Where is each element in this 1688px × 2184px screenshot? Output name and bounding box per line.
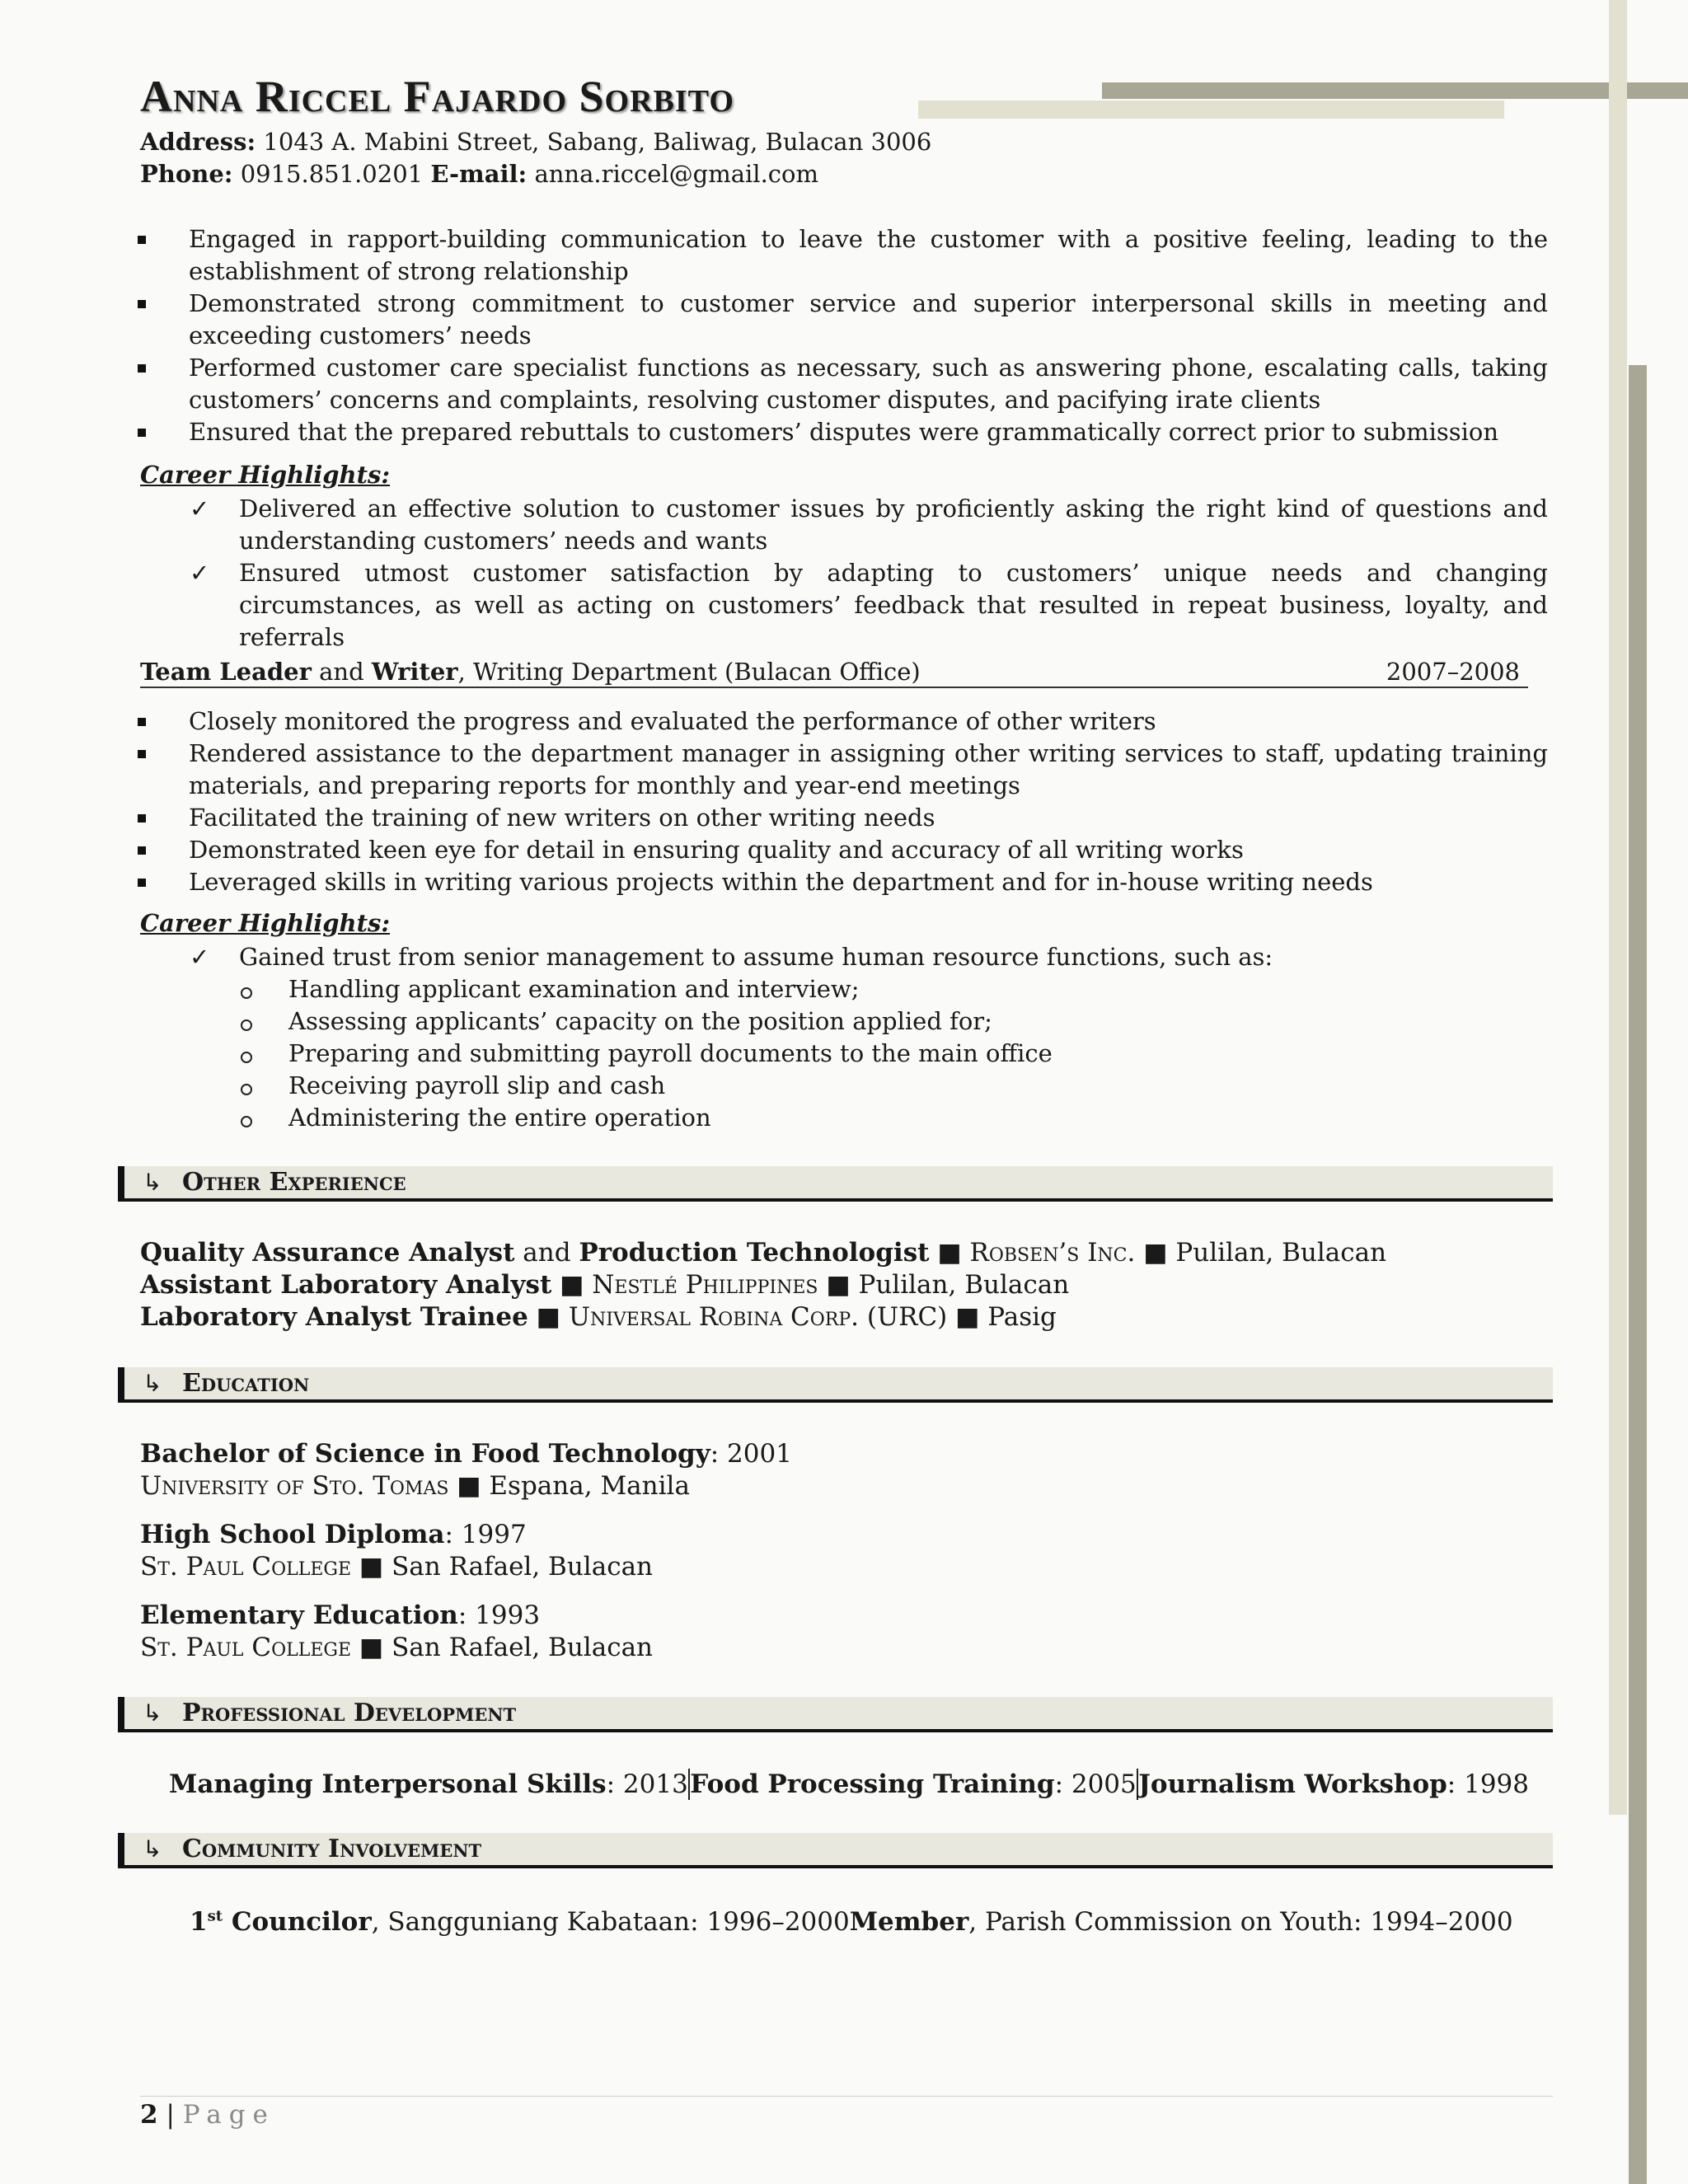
decor-bar-top-light (918, 101, 1504, 119)
list-item: Preparing and submitting payroll documents to the main office (239, 1038, 1548, 1070)
experience-title-2: Production Technologist (579, 1238, 930, 1268)
experience-location: Pasig (987, 1302, 1057, 1332)
decor-bar-right-light (1609, 0, 1627, 1815)
community-org: , Sangguniang Kabataan: 1996–2000 (371, 1907, 850, 1937)
list-item: Handling applicant examination and interview; (239, 973, 1548, 1005)
page-label: Page (182, 2100, 275, 2130)
degree-name: Elementary Education (140, 1601, 458, 1630)
training-item (1138, 1769, 1529, 1799)
experience-company: Nestlé Philippines (592, 1270, 818, 1300)
professional-development-row (169, 1769, 1529, 1800)
school-name: St. Paul College (140, 1552, 352, 1582)
community-item (190, 1907, 850, 1937)
section-header-education (118, 1367, 1553, 1403)
degree-year: : 1993 (457, 1601, 541, 1630)
experience-location: Pulilan, Bulacan (858, 1270, 1070, 1300)
education-school (140, 1633, 653, 1662)
community-role: Member (849, 1907, 969, 1937)
decor-bar-top-dark (1102, 82, 1688, 99)
address-label: Address: (140, 128, 256, 156)
education-degree (140, 1601, 540, 1630)
job1-highlight-list (190, 493, 1548, 654)
square-bullet-icon: ■ (826, 1270, 851, 1300)
training-name: Journalism Workshop (1138, 1769, 1447, 1799)
degree-year: : 2001 (710, 1439, 792, 1469)
school-location: Espana, Manila (489, 1471, 690, 1501)
degree-name: Bachelor of Science in Food Technology (140, 1439, 710, 1469)
community-ordinal-suffix: st (207, 1907, 223, 1925)
list-item: Performed customer care specialist functions as necessary, such as answering phone, escalating calls, taking customers’ concerns and complaints, resolving customer disputes, and pacifying irate clients (140, 352, 1548, 416)
job2-highlight-list (190, 941, 1548, 973)
community-row (190, 1906, 1513, 1938)
arrow-icon: ↳ (143, 1835, 162, 1863)
experience-conj: and (523, 1238, 571, 1268)
section-title: Education (182, 1369, 310, 1398)
footer-separator: | (166, 2100, 175, 2130)
address-line (140, 128, 931, 156)
school-location: San Rafael, Bulacan (392, 1552, 654, 1582)
job2-years: 2007–2008 (1386, 658, 1520, 686)
arrow-icon: ↳ (143, 1370, 162, 1397)
job2-title-b: Writer (371, 658, 458, 686)
square-bullet-icon: ■ (955, 1302, 980, 1332)
section-title: Professional Development (182, 1699, 517, 1727)
square-bullet-icon: ■ (937, 1238, 962, 1268)
list-item: Facilitated the training of new writers on other writing needs (140, 802, 1548, 834)
school-name: St. Paul College (140, 1633, 352, 1662)
arrow-icon: ↳ (143, 1699, 162, 1727)
section-header-other-experience (118, 1166, 1553, 1202)
phone-label: Phone: (140, 160, 233, 188)
section-title: Community Involvement (182, 1835, 482, 1863)
training-item (169, 1769, 688, 1799)
experience-title: Quality Assurance Analyst (140, 1238, 515, 1268)
list-item: Assessing applicants’ capacity on the position applied for; (239, 1005, 1548, 1038)
experience-row (140, 1238, 1386, 1268)
decor-bar-right-dark (1629, 365, 1647, 2184)
square-bullet-icon: ■ (457, 1471, 481, 1501)
training-name: Food Processing Training (690, 1769, 1055, 1799)
community-role: Councilor (231, 1907, 372, 1937)
candidate-name: Anna Riccel Fajardo Sorbito (140, 72, 734, 121)
community-ordinal: 1 (190, 1907, 208, 1937)
phone-value: 0915.851.0201 (240, 160, 424, 188)
square-bullet-icon: ■ (1143, 1238, 1168, 1268)
experience-location: Pulilan, Bulacan (1175, 1238, 1387, 1268)
experience-row (140, 1270, 1069, 1300)
contact-line (140, 160, 818, 188)
list-item: Leveraged skills in writing various projects within the department and for in-house writing needs (140, 866, 1548, 898)
training-item (690, 1769, 1136, 1799)
list-item: ✓ Ensured utmost customer satisfaction by adapting to customers’ unique needs and changing circumstances, as well as acting on customers’ feedback that resulted in repeat business, loyalty, and referrals (190, 557, 1548, 654)
community-org: , Parish Commission on Youth: 1994–2000 (968, 1907, 1513, 1937)
experience-company: Universal Robina Corp. (568, 1302, 860, 1332)
section-title: Other Experience (182, 1168, 406, 1197)
list-item: ✓ Delivered an effective solution to customer issues by proficiently asking the right kind of questions and understanding customers’ needs and wants (190, 493, 1548, 557)
address-value: 1043 A. Mabini Street, Sabang, Baliwag, Bulacan 3006 (263, 128, 932, 156)
square-bullet-icon: ■ (359, 1633, 384, 1662)
square-bullet-icon: ■ (359, 1552, 384, 1582)
degree-name: High School Diploma (140, 1520, 445, 1549)
experience-company: Robsen’s Inc. (969, 1238, 1136, 1268)
list-item: Engaged in rapport-building communication to leave the customer with a positive feeling, leading to the establishment of strong relationship (140, 223, 1548, 288)
job2-dept: , Writing Department (Bulacan Office) (457, 658, 921, 686)
job2-bullet-list (140, 705, 1548, 898)
email-value[interactable]: anna.riccel@gmail.com (534, 160, 818, 188)
section-header-professional-development (118, 1697, 1553, 1732)
job2-title (140, 657, 921, 687)
experience-row (140, 1302, 1057, 1332)
job2-sub-list (239, 973, 1548, 1134)
page-number: 2 (140, 2100, 158, 2130)
list-item: Closely monitored the progress and evaluated the performance of other writers (140, 705, 1548, 738)
job2-conj: and (319, 658, 364, 686)
experience-company-suffix: (URC) (866, 1302, 948, 1332)
job2-highlights-heading: Career Highlights: (140, 909, 391, 937)
list-item: Rendered assistance to the department manager in assigning other writing services to staff, updating training materials, and preparing reports for monthly and year-end meetings (140, 738, 1548, 802)
job2-title-a: Team Leader (140, 658, 312, 686)
square-bullet-icon: ■ (560, 1270, 584, 1300)
list-item: Ensured that the prepared rebuttals to customers’ disputes were grammatically correct prior to submission (140, 416, 1548, 448)
list-item: Receiving payroll slip and cash (239, 1070, 1548, 1102)
section-header-community-involvement (118, 1833, 1553, 1868)
arrow-icon: ↳ (143, 1169, 162, 1196)
education-degree (140, 1520, 527, 1549)
list-item: ✓ Gained trust from senior management to assume human resource functions, such as: (190, 941, 1548, 973)
list-item: Demonstrated keen eye for detail in ensuring quality and accuracy of all writing works (140, 834, 1548, 866)
list-item: Demonstrated strong commitment to customer service and superior interpersonal skills in meeting and exceeding customers’ needs (140, 288, 1548, 352)
job1-highlights-heading: Career Highlights: (140, 461, 391, 489)
training-year: : 1998 (1447, 1769, 1529, 1799)
education-school (140, 1471, 690, 1501)
school-location: San Rafael, Bulacan (392, 1633, 654, 1662)
experience-title: Laboratory Analyst Trainee (140, 1302, 528, 1332)
footer-divider (140, 2096, 1553, 2097)
list-item: Administering the entire operation (239, 1102, 1548, 1134)
school-name: University of Sto. Tomas (140, 1471, 449, 1501)
education-degree (140, 1439, 792, 1469)
training-year: : 2013 (606, 1769, 688, 1799)
square-bullet-icon: ■ (536, 1302, 560, 1332)
training-name: Managing Interpersonal Skills (169, 1769, 607, 1799)
degree-year: : 1997 (444, 1520, 527, 1549)
community-item (850, 1907, 1513, 1937)
education-school (140, 1552, 653, 1582)
experience-title: Assistant Laboratory Analyst (140, 1270, 552, 1300)
email-label: E-mail: (430, 160, 528, 188)
page-footer (140, 2100, 275, 2130)
training-year: : 2005 (1054, 1769, 1137, 1799)
job1-bullet-list (140, 223, 1548, 448)
job2-title-line (140, 657, 1528, 688)
